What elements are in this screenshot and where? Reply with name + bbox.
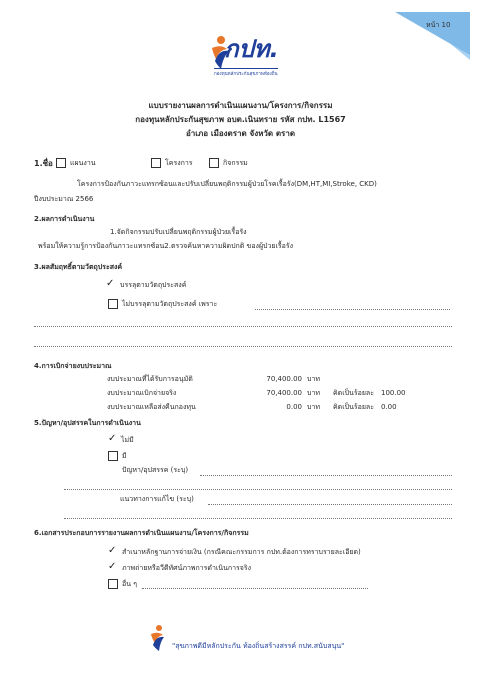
doc-photos-video: ภาพถ่ายหรือวีดีทัศน์ภาพการดำเนินการจริง <box>122 564 252 572</box>
check-mark-icon: ✓ <box>108 433 117 444</box>
checkbox-other-doc[interactable] <box>108 579 118 589</box>
dotted-line <box>34 346 452 347</box>
budget-returned-unit: บาท <box>307 403 320 411</box>
budget-spent-amount: 70,400.00 <box>266 389 302 397</box>
doc-other: อื่น ๆ <box>122 580 137 588</box>
check-mark-icon: ✓ <box>106 278 115 289</box>
footer-slogan: "สุขภาพดีมีหลักประกัน ท้องถิ่นสร้างสรรค์ กปท.สนับสนุน" <box>172 642 345 650</box>
checkbox-project[interactable] <box>151 158 161 168</box>
page-number-tag: หน้า 10 <box>426 21 451 29</box>
report-title: แบบรายงานผลการดำเนินแผนงาน/โครงการ/กิจกรรม <box>148 101 333 110</box>
option-has-problem: มี <box>122 452 127 460</box>
budget-returned-amount: 0.00 <box>286 403 302 411</box>
dotted-line <box>34 326 452 327</box>
checkbox-activity[interactable] <box>209 158 219 168</box>
footer-logo-icon <box>148 624 168 654</box>
project-name-line2: ปีงบประมาณ 2566 <box>34 195 94 203</box>
project-name-line1: โครงการป้องกันภาวะแทรกซ้อนและปรับเปลี่ยนพฤติกรรมผู้ป่วยโรคเรื้อรัง(DM,HT,MI,Stroke, CKD) <box>77 180 377 188</box>
budget-returned-pct: 0.00 <box>381 403 397 411</box>
district-line: อำเภอ เมืองตราด จังหวัด ตราด <box>185 129 296 138</box>
fund-name-line: กองทุนหลักประกันสุขภาพ อบต.เนินทราย รหัส กปท. L1567 <box>135 115 346 124</box>
budget-returned-label: งบประมาณเหลือส่งคืนกองทุน <box>107 403 196 411</box>
option-no-problem: ไม่มี <box>121 436 134 444</box>
checkbox-has-problem[interactable] <box>108 451 118 461</box>
logo-tagline: กองทุนหลักประกันสุขภาพท้องถิ่น <box>214 68 278 77</box>
option-activity: กิจกรรม <box>223 159 248 167</box>
option-achieved: บรรลุตามวัตถุประสงค์ <box>120 281 187 289</box>
budget-returned-pct-label: คิดเป็นร้อยละ <box>333 403 374 411</box>
budget-spent-pct: 100.00 <box>381 389 406 397</box>
budget-approved-unit: บาท <box>307 375 320 383</box>
section4-label: 4.การเบิกจ่ายงบประมาณ <box>34 362 112 370</box>
problem-label: ปัญหา/อุปสรรค (ระบุ) <box>122 466 189 474</box>
check-mark-icon: ✓ <box>108 561 117 572</box>
dotted-line <box>64 518 452 519</box>
budget-approved-label: งบประมาณที่ได้รับการอนุมัติ <box>107 375 193 383</box>
result-line2: พร้อมให้ความรู้การป้องกันภาวะแทรกซ้อน2.ตรวจค้นหาความผิดปกติ ของผู้ป่วยเรื้อรัง <box>38 242 294 250</box>
section1-label: 1.ชื่อ <box>34 159 53 168</box>
dotted-line <box>64 489 452 490</box>
option-not-achieved: ไม่บรรลุตามวัตถุประสงค์ เพราะ <box>122 300 218 308</box>
section3-label: 3.ผลสัมฤทธิ์ตามวัตถุประสงค์ <box>34 263 123 271</box>
checkbox-plan[interactable] <box>56 158 66 168</box>
logo-mark-text: กปท. <box>224 35 279 63</box>
section5-label: 5.ปัญหา/อุปสรรคในการดำเนินงาน <box>34 419 141 427</box>
other-dotted-line <box>142 588 368 589</box>
budget-approved-amount: 70,400.00 <box>266 375 302 383</box>
option-plan: แผนงาน <box>70 159 96 167</box>
solution-label: แนวทางการแก้ไข (ระบุ) <box>120 495 194 503</box>
checkbox-not-achieved[interactable] <box>108 299 118 309</box>
option-project: โครงการ <box>165 159 193 167</box>
section2-label: 2.ผลการดำเนินงาน <box>34 215 95 223</box>
reason-dotted-line <box>255 309 450 310</box>
doc-payment-evidence: สำเนาหลักฐานการจ่ายเงิน (กรณีคณะกรรมการ กปท.ต้องการทราบรายละเอียด) <box>122 548 361 556</box>
budget-spent-label: งบประมาณเบิกจ่ายจริง <box>107 389 177 397</box>
check-mark-icon: ✓ <box>108 545 117 556</box>
problem-dotted-line <box>200 475 452 476</box>
budget-spent-pct-label: คิดเป็นร้อยละ <box>333 389 374 397</box>
budget-spent-unit: บาท <box>307 389 320 397</box>
section6-label: 6.เอกสารประกอบการรายงานผลการดำเนินแผนงาน/โครงการ/กิจกรรม <box>34 529 249 537</box>
solution-dotted-line <box>208 504 452 505</box>
result-line1: 1.จัดกิจกรรมปรับเปลี่ยนพฤติกรรมผู้ป่วยเรื้อรัง <box>110 228 247 236</box>
